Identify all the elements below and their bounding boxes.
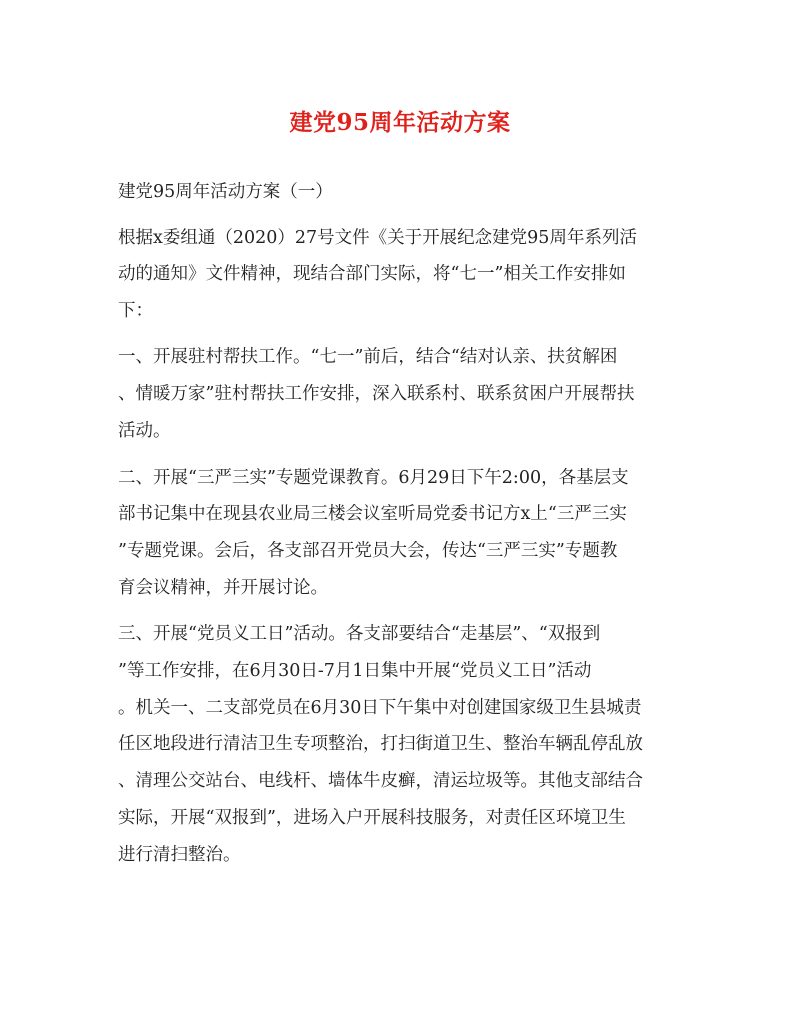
paragraph-line: 进行清扫整治。 — [118, 845, 241, 865]
paragraph-line: 、清理公交站台、电线杆、墙体牛皮癣，清运垃圾等。其他支部结合 — [118, 771, 643, 791]
paragraph-line: 一、开展驻村帮扶工作。“七一”前后，结合“结对认亲、扶贫解困 — [118, 347, 618, 367]
paragraph-line: 动的通知》文件精神，现结合部门实际，将“七一”相关工作安排如 — [118, 264, 626, 284]
paragraph-line: 任区地段进行清洁卫生专项整治，打扫街道卫生、整治车辆乱停乱放 — [118, 734, 643, 754]
paragraph-line: 下： — [118, 301, 153, 321]
paragraph-line: 。机关一、二支部党员在6月30日下午集中对创建国家级卫生县城责 — [118, 698, 642, 718]
paragraph-line: 二、开展“三严三实”专题党课教育。6月29日下午2:00，各基层支 — [118, 468, 629, 488]
paragraph-line: 育会议精神，并开展讨论。 — [118, 578, 328, 598]
paragraph-line: 活动。 — [118, 421, 171, 441]
paragraph-line: ”专题党课。会后，各支部召开党员大会，传达“三严三实”专题教 — [118, 541, 618, 561]
paragraph-line: 实际，开展“双报到”，进场入户开展科技服务，对责任区环境卫生 — [118, 808, 626, 828]
document-title: 建党95周年活动方案 — [289, 109, 511, 136]
paragraph-line: 三、开展“党员义工日”活动。各支部要结合“走基层”、“双报到 — [118, 624, 601, 644]
subtitle-line: 建党95周年活动方案（一） — [118, 182, 333, 202]
paragraph-line: 、情暖万家”驻村帮扶工作安排，深入联系村、联系贫困户开展帮扶 — [118, 384, 635, 404]
paragraph-line: ”等工作安排，在6月30日-7月1日集中开展“党员义工日”活动 — [118, 661, 592, 681]
paragraph-line: 根据x委组通（2020）27号文件《关于开展纪念建党95周年系列活 — [118, 228, 637, 248]
paragraph-line: 部书记集中在现县农业局三楼会议室听局党委书记方x上“三严三实 — [118, 504, 627, 524]
